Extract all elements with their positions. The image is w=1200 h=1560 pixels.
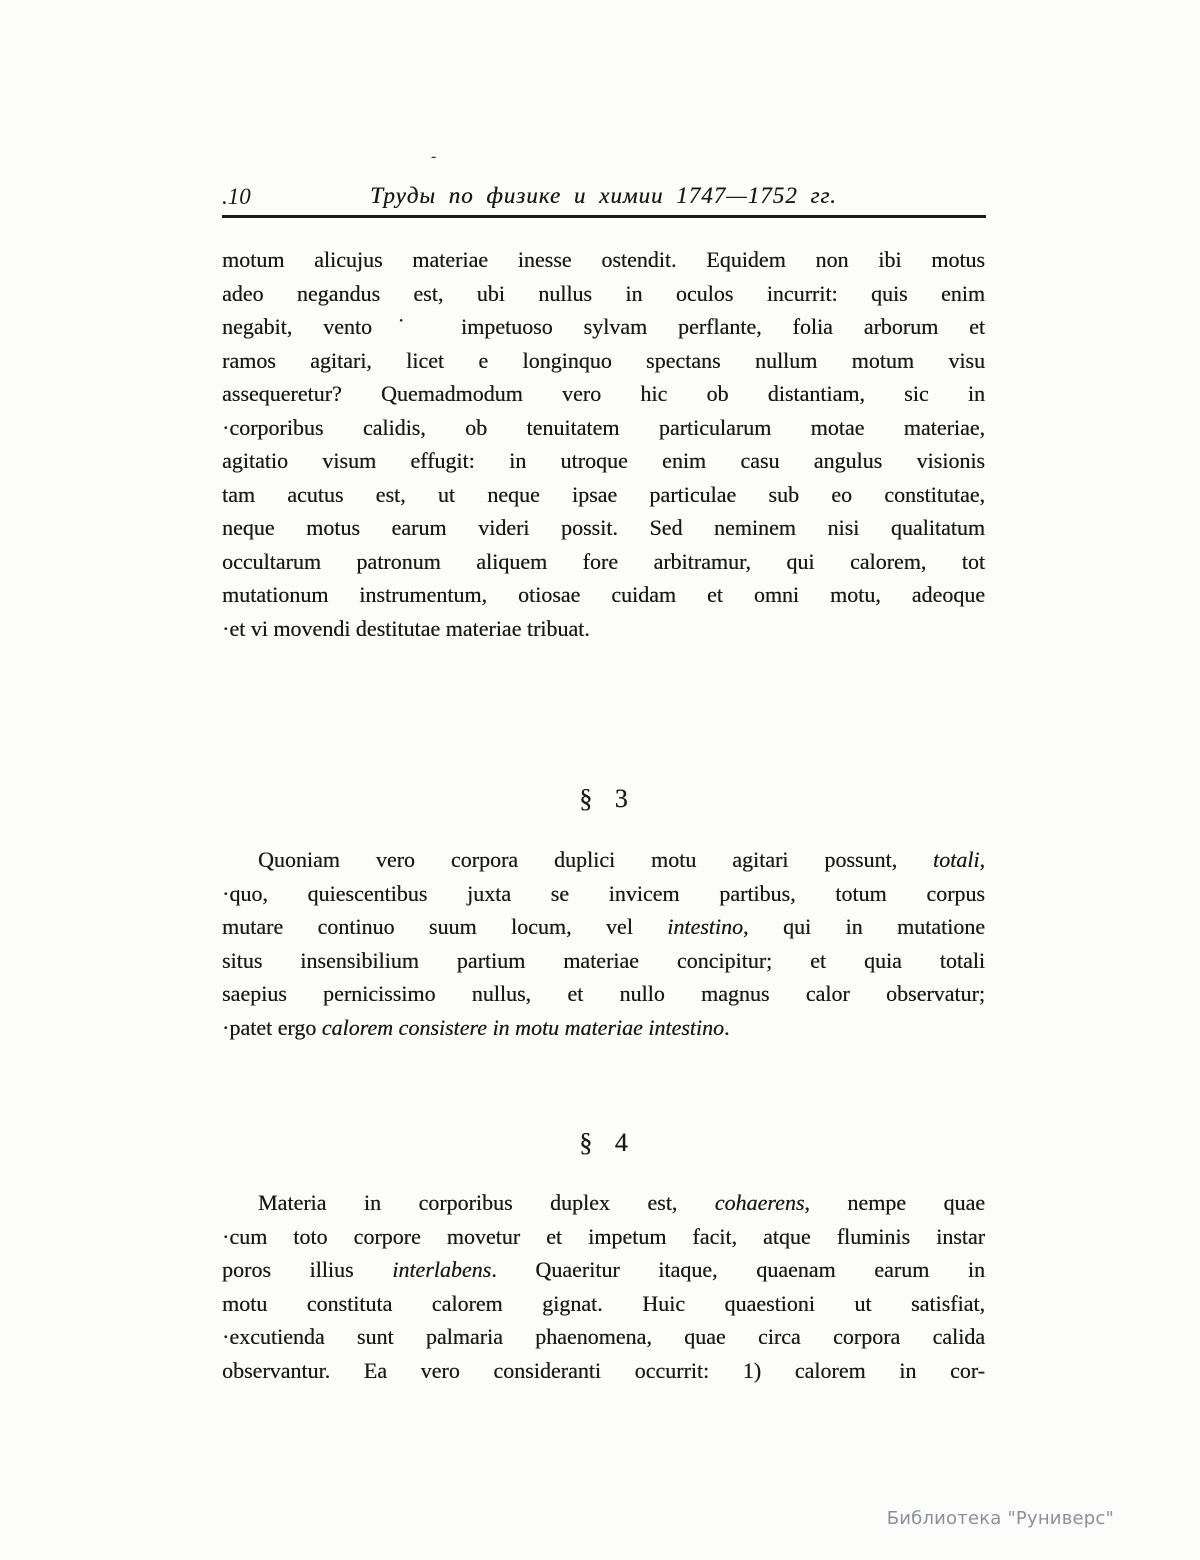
text-line <box>222 612 985 646</box>
text-segment: interlabens <box>392 1257 492 1282</box>
text-line <box>222 578 985 612</box>
text-segment: ramos agitari, licet e longinquo spectans nullum motum visu <box>222 347 985 373</box>
text-line <box>222 310 985 344</box>
text-line <box>222 243 985 277</box>
text-segment: motum alicujus materiae inesse ostendit. Equidem non ibi motus <box>222 247 985 272</box>
text-line <box>222 411 985 445</box>
text-segment: ·quo, quiescentibus juxta se invicem partibus, totum corpus <box>222 880 985 906</box>
text-line <box>222 478 985 512</box>
text-segment: . <box>724 1014 730 1040</box>
text-segment: , qui in mutatione <box>743 914 986 939</box>
watermark: Библиотека "Руниверс" <box>886 1508 1114 1529</box>
page-number: .10 <box>222 184 251 209</box>
text-line <box>222 377 985 411</box>
text-segment: poros illius <box>222 1257 393 1282</box>
text-segment: observantur. Ea vero consideranti occurrit: 1) calorem in cor- <box>222 1357 985 1383</box>
paragraph <box>222 843 985 1044</box>
text-segment: ·et vi movendi destitutae materiae tribuat. <box>222 615 590 641</box>
text-line <box>222 511 985 545</box>
text-segment: assequeretur? Quemadmodum vero hic ob distantiam, sic in <box>222 381 985 406</box>
text-line <box>222 1354 985 1388</box>
page-body <box>222 243 985 1387</box>
text-segment: Quoniam vero corpora duplici motu agitari possunt, <box>258 847 934 872</box>
text-segment: neque motus earum videri possit. Sed neminem nisi qualitatum <box>222 515 985 540</box>
text-segment: . Quaeritur itaque, quaenam earum in <box>491 1257 985 1282</box>
text-segment: saepius pernicissimo nullus, et nullo magnus calor observatur; <box>222 981 985 1006</box>
text-segment: ·cum toto corpore movetur et impetum facit, atque fluminis instar <box>222 1223 985 1249</box>
text-segment: intestino <box>667 914 744 939</box>
text-segment: ·patet ergo <box>222 1014 322 1040</box>
text-line <box>222 444 985 478</box>
text-line <box>222 877 985 911</box>
header-rule <box>222 215 986 218</box>
text-line <box>222 545 985 579</box>
text-segment: mutationum instrumentum, otiosae cuidam et omni motu, adeoque <box>222 582 985 607</box>
text-segment: , <box>979 847 985 872</box>
text-segment: negabit, vento˙ impetuoso sylvam perflante, folia arborum et <box>222 314 985 339</box>
paragraph <box>222 243 985 645</box>
text-segment: ·excutienda sunt palmaria phaenomena, quae circa corpora calida <box>222 1324 985 1349</box>
scan-artifact-dash: - <box>431 148 437 165</box>
text-segment: mutare continuo suum locum, vel <box>222 914 668 939</box>
text-segment: totali <box>933 847 980 872</box>
page-header <box>222 183 985 213</box>
section-heading: § 3 <box>579 784 628 813</box>
text-line <box>222 1320 985 1354</box>
text-line <box>222 1186 985 1220</box>
text-segment: Materia in corporibus duplex est, <box>258 1190 715 1215</box>
text-segment: cohaerens <box>714 1190 805 1215</box>
text-line <box>222 944 985 978</box>
text-segment: tam acutus est, ut neque ipsae particulae sub eo constitutae, <box>222 481 985 507</box>
text-segment: ·corporibus calidis, ob tenuitatem particularum motae materiae, <box>222 414 985 440</box>
text-line <box>222 910 985 944</box>
section-heading: § 4 <box>579 1128 628 1157</box>
text-line <box>222 277 985 311</box>
text-line <box>222 1011 985 1045</box>
text-segment: situs insensibilium partium materiae concipitur; et quia totali <box>222 947 985 973</box>
text-line <box>222 344 985 378</box>
text-segment: agitatio visum effugit: in utroque enim casu angulus visionis <box>222 448 985 473</box>
text-segment: motu constituta calorem gignat. Huic quaestioni ut satisfiat, <box>222 1290 985 1316</box>
running-title: Труды по физике и химии 1747—1752 гг. <box>370 183 837 208</box>
text-line <box>222 843 985 877</box>
text-segment: occultarum patronum aliquem fore arbitramur, qui calorem, tot <box>222 548 985 574</box>
text-line <box>222 1253 985 1287</box>
text-segment: , nempe quae <box>804 1190 985 1215</box>
paragraph <box>222 1186 985 1387</box>
text-segment: calorem consistere in motu materiae intestino <box>321 1014 725 1040</box>
text-line <box>222 1220 985 1254</box>
text-line <box>222 977 985 1011</box>
text-segment: adeo negandus est, ubi nullus in oculos incurrit: quis enim <box>222 280 985 306</box>
text-line <box>222 1287 985 1321</box>
